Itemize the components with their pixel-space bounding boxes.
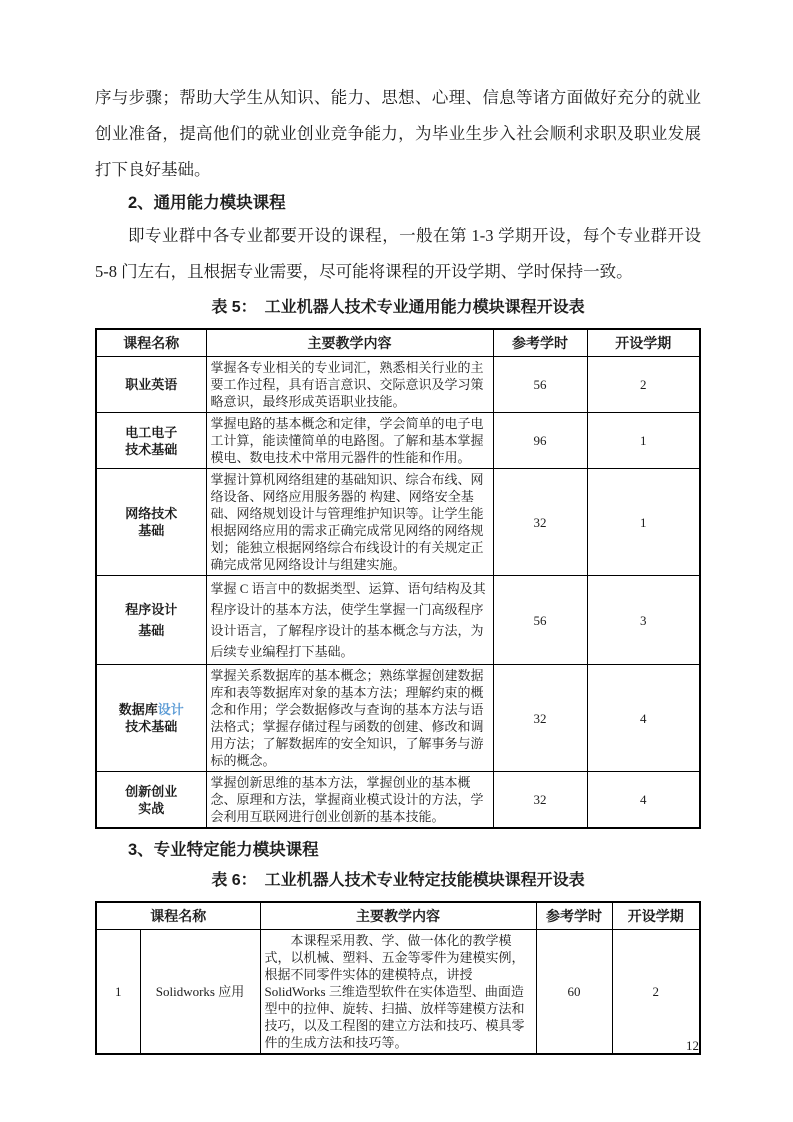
col-header-semester: 开设学期 (587, 329, 700, 357)
course-name-cell: 创新创业 实战 (96, 772, 206, 829)
course-hours-cell: 32 (493, 665, 587, 772)
course-content-cell: 掌握计算机网络组建的基础知识、综合布线、网络设备、网络应用服务器的 构建、网络安全基础、网络规划设计与管理维护知识等。让学生能根据网络应用的需求正确完成常见网络的网络规划；能独立根据网络综合布线设计的有关规定正确完成常见网络设计与组建实施。 (206, 469, 493, 576)
course-semester-cell: 3 (587, 576, 700, 665)
course-name-part: 数据库 (118, 702, 158, 717)
table-5-caption: 表 5： 工业机器人技术专业通用能力模块课程开设表 (211, 299, 585, 316)
course-hours-cell: 96 (493, 413, 587, 469)
course-content-text: 本课程采用教、学、做一体化的教学模式，以机械、塑料、五金等零件为建模实例，根据不同零件实体的建模特点，讲授 SolidWorks 三维造型软件在实体造型、曲面造型中的拉伸、旋转、扫描、放样等建模方法和技巧，以及工程图的建立方法和技巧、模具零件的生成方法和技巧等。 (264, 933, 525, 1050)
course-content-cell: 掌握电路的基本概念和定律，学会简单的电子电工计算，能读懂简单的电路图。了解和基本掌握模电、数电技术中常用元器件的性能和作用。 (206, 413, 493, 469)
section-3-heading: 3、专业特定能力模块课程 (128, 841, 319, 859)
table-6 (95, 901, 701, 1055)
course-name-cell (96, 665, 206, 772)
intro-paragraph: 序与步骤；帮助大学生从知识、能力、思想、心理、信息等诸方面做好充分的就业创业准备，提高他们的就业创业竞争能力，为毕业生步入社会顺利求职及职业发展打下良好基础。 (95, 88, 701, 179)
table-6-header-row (96, 902, 700, 930)
course-name-cell: 程序设计 基础 (96, 576, 206, 665)
course-content-cell: 掌握关系数据库的基本概念；熟练掌握创建数据库和表等数据库对象的基本方法；理解约束的概念和作用；学会数据修改与查询的基本方法与语法格式；掌握存储过程与函数的创建、修改和调用方法；了解数据库的安全知识，了解事务与游标的概念。 (206, 665, 493, 772)
col-header-course-name: 课程名称 (96, 329, 206, 357)
page-number: 12 (686, 1038, 699, 1053)
section-2-paragraph: 即专业群中各专业都要开设的课程，一般在第 1-3 学期开设，每个专业群开设 5-8 门左右，且根据专业需要，尽可能将课程的开设学期、学时保持一致。 (95, 226, 701, 281)
course-hours-cell: 32 (493, 772, 587, 829)
table-row (96, 576, 700, 665)
course-name-cell: Solidworks 应用 (140, 930, 260, 1055)
course-hours-cell: 60 (536, 930, 612, 1055)
col-header-course-name: 课程名称 (96, 902, 260, 930)
course-content-cell: 掌握创新思维的基本方法，掌握创业的基本概念、原理和方法，掌握商业模式设计的方法，学会利用互联网进行创业创新的基本技能。 (206, 772, 493, 829)
col-header-hours: 参考学时 (536, 902, 612, 930)
table-row (96, 469, 700, 576)
col-header-content: 主要教学内容 (206, 329, 493, 357)
course-hours-cell: 32 (493, 469, 587, 576)
course-name-highlighted-part: 设计 (157, 702, 184, 717)
table-6-caption: 表 6： 工业机器人技术专业特定技能模块课程开设表 (211, 872, 585, 889)
table-row (96, 665, 700, 772)
course-content-cell (260, 930, 536, 1055)
course-hours-cell: 56 (493, 576, 587, 665)
col-header-hours: 参考学时 (493, 329, 587, 357)
table-5-header-row (96, 329, 700, 357)
table-row (96, 930, 700, 1055)
course-name-cell: 职业英语 (96, 357, 206, 413)
course-semester-cell: 1 (587, 413, 700, 469)
section-2-heading: 2、通用能力模块课程 (128, 194, 286, 212)
table-row (96, 357, 700, 413)
col-header-semester: 开设学期 (612, 902, 700, 930)
course-content-cell: 掌握 C 语言中的数据类型、运算、语句结构及其程序设计的基本方法，使学生掌握一门高级程序设计语言，了解程序设计的基本概念与方法，为后续专业编程打下基础。 (206, 576, 493, 665)
course-semester-cell: 4 (587, 772, 700, 829)
course-semester-cell: 4 (587, 665, 700, 772)
course-name-cell: 电工电子 技术基础 (96, 413, 206, 469)
course-name-cell: 网络技术 基础 (96, 469, 206, 576)
page-content (95, 80, 701, 1055)
table-row (96, 413, 700, 469)
course-hours-cell: 56 (493, 357, 587, 413)
course-content-cell: 掌握各专业相关的专业词汇，熟悉相关行业的主要工作过程，具有语言意识、交际意识及学习策略意识，最终形成英语职业技能。 (206, 357, 493, 413)
course-name-part: 技术基础 (125, 719, 178, 734)
table-5 (95, 328, 701, 829)
course-semester-cell: 2 (587, 357, 700, 413)
course-number-cell: 1 (96, 930, 140, 1055)
col-header-content: 主要教学内容 (260, 902, 536, 930)
table-row (96, 772, 700, 829)
course-semester-cell: 1 (587, 469, 700, 576)
course-semester-cell: 2 (612, 930, 700, 1055)
